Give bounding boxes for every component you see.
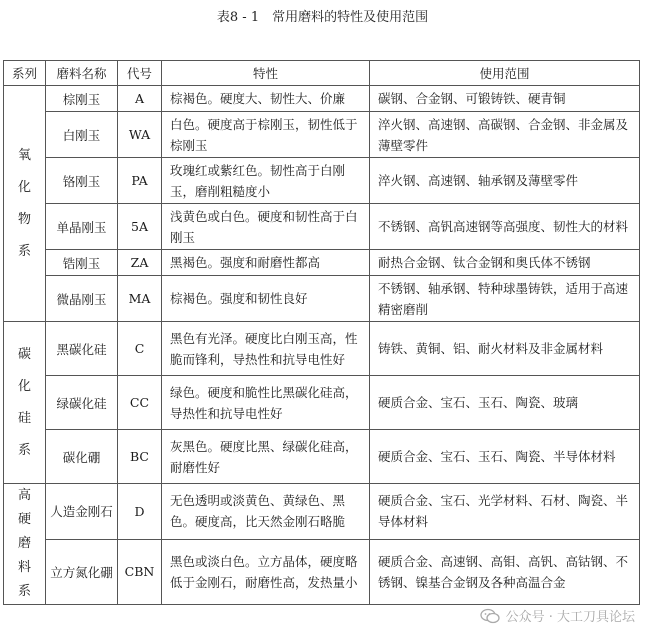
table-row [4, 484, 640, 540]
usage-cell: 硬质合金、高速钢、高钼、高钒、高钴钢、不锈钢、镍基合金钢及各种高温合金 [370, 539, 640, 604]
property-cell: 黑色或淡白色。立方晶体，硬度略低于金刚石，耐磨性高，发热量小 [162, 539, 370, 604]
series-group-cell [4, 484, 46, 605]
usage-cell: 不锈钢、高钒高速钢等高强度、韧性大的材料 [370, 204, 640, 250]
abrasive-name-cell: 绿碳化硅 [46, 376, 118, 430]
abrasive-name-cell: 碳化硼 [46, 430, 118, 484]
property-cell: 浅黄色或白色。硬度和韧性高于白刚玉 [162, 204, 370, 250]
wechat-logo-icon [480, 608, 500, 624]
series-group-cell [4, 322, 46, 484]
property-cell: 无色透明或淡黄色、黄绿色、黑色。硬度高，比天然金刚石略脆 [162, 484, 370, 540]
abrasive-name-cell: 人造金刚石 [46, 484, 118, 540]
table-row [4, 204, 640, 250]
header-series: 系列 [4, 61, 46, 86]
abrasive-name-cell: 白刚玉 [46, 112, 118, 158]
abrasive-code-cell: PA [118, 158, 162, 204]
header-property: 特性 [162, 61, 370, 86]
property-cell: 棕褐色。硬度大、韧性大、价廉 [162, 86, 370, 112]
usage-cell: 铸铁、黄铜、铝、耐火材料及非金属材料 [370, 322, 640, 376]
property-cell: 绿色。硬度和脆性比黑碳化硅高，导热性和抗导电性好 [162, 376, 370, 430]
usage-cell: 硬质合金、宝石、玉石、陶瓷、玻璃 [370, 376, 640, 430]
table-row [4, 430, 640, 484]
table-row [4, 86, 640, 112]
abrasive-name-cell: 微晶刚玉 [46, 276, 118, 322]
abrasive-name-cell: 棕刚玉 [46, 86, 118, 112]
property-cell: 棕褐色。强度和韧性良好 [162, 276, 370, 322]
watermark-text: 公众号 · 大工刀具论坛 [505, 610, 635, 625]
header-code: 代号 [118, 61, 162, 86]
series-label: 氧 化 物 系 [17, 147, 31, 259]
watermark [480, 606, 635, 625]
series-label: 碳 化 硅 系 [17, 346, 31, 458]
usage-cell: 淬火钢、高速钢、高碳钢、合金钢、非金属及薄壁零件 [370, 112, 640, 158]
property-cell: 黑褐色。强度和耐磨性都高 [162, 250, 370, 276]
usage-cell: 碳钢、合金钢、可锻铸铁、硬青铜 [370, 86, 640, 112]
abrasive-name-cell: 黑碳化硅 [46, 322, 118, 376]
property-cell: 黑色有光泽。硬度比白刚玉高，性脆而锋利，导热性和抗导电性好 [162, 322, 370, 376]
abrasive-name-cell: 铬刚玉 [46, 158, 118, 204]
usage-cell: 不锈钢、轴承钢、特种球墨铸铁，适用于高速精密磨削 [370, 276, 640, 322]
header-row [4, 61, 640, 86]
abrasive-name-cell: 锆刚玉 [46, 250, 118, 276]
series-group-cell [4, 86, 46, 322]
property-cell: 灰黑色。硬度比黑、绿碳化硅高，耐磨性好 [162, 430, 370, 484]
abrasive-code-cell: CC [118, 376, 162, 430]
table-row [4, 376, 640, 430]
table-caption: 表8 - 1 常用磨料的特性及使用范围 [216, 10, 429, 25]
abrasive-name-cell: 立方氮化硼 [46, 539, 118, 604]
header-name: 磨料名称 [46, 61, 118, 86]
usage-cell: 淬火钢、高速钢、轴承钢及薄壁零件 [370, 158, 640, 204]
abrasive-code-cell: 5A [118, 204, 162, 250]
table-row [4, 158, 640, 204]
table-row [4, 322, 640, 376]
abrasive-code-cell: CBN [118, 539, 162, 604]
abrasives-table [3, 60, 640, 605]
series-label: 高 硬 磨 料 系 [17, 488, 31, 599]
usage-cell: 硬质合金、宝石、玉石、陶瓷、半导体材料 [370, 430, 640, 484]
abrasive-code-cell: ZA [118, 250, 162, 276]
usage-cell: 硬质合金、宝石、光学材料、石材、陶瓷、半导体材料 [370, 484, 640, 540]
usage-cell: 耐热合金钢、钛合金钢和奥氏体不锈钢 [370, 250, 640, 276]
table-row [4, 539, 640, 604]
header-usage: 使用范围 [370, 61, 640, 86]
table-row [4, 276, 640, 322]
abrasive-code-cell: D [118, 484, 162, 540]
property-cell: 玫瑰红或紫红色。韧性高于白刚玉，磨削粗糙度小 [162, 158, 370, 204]
abrasive-code-cell: A [118, 86, 162, 112]
table-row [4, 250, 640, 276]
abrasive-code-cell: MA [118, 276, 162, 322]
abrasive-code-cell: WA [118, 112, 162, 158]
abrasive-code-cell: C [118, 322, 162, 376]
property-cell: 白色。硬度高于棕刚玉，韧性低于棕刚玉 [162, 112, 370, 158]
abrasive-name-cell: 单晶刚玉 [46, 204, 118, 250]
abrasive-code-cell: BC [118, 430, 162, 484]
table-row [4, 112, 640, 158]
